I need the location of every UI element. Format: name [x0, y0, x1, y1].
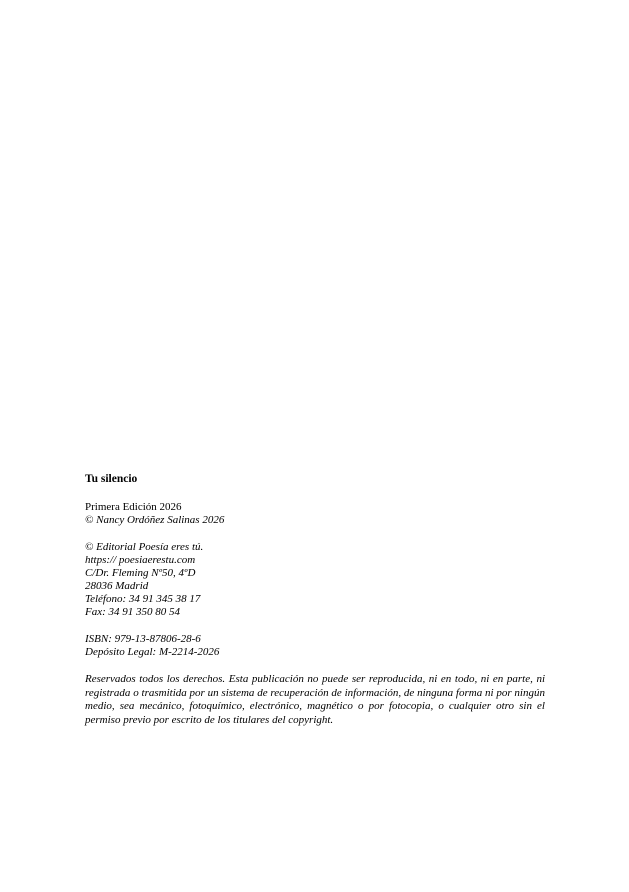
rights-notice: Reservados todos los derechos. Esta publicación no puede ser reproducida, ni en todo, ni en parte, ni registrada o trasmitida por un sistema de recuperación de información, de ninguna forma ni por ningún medio, sea mecánico, fotoquímico, electrónico, magnético o por fotocopia, o cualquier otro sin el permiso previo por escrito de los titulares del copyright.	[85, 673, 545, 726]
publisher-fax: Fax: 34 91 350 80 54	[85, 606, 181, 618]
publisher-website: https:// poesiaerestu.com	[85, 554, 196, 566]
book-title: Tu silencio	[85, 473, 138, 485]
first-edition-line: Primera Edición 2026	[85, 501, 182, 513]
edition-block	[85, 501, 545, 527]
legal-deposit-line: Depósito Legal: M-2214-2026	[85, 646, 220, 658]
isbn-line: ISBN: 979-13-87806-28-6	[85, 633, 201, 645]
copyright-block	[85, 473, 545, 727]
publisher-city: 28036 Madrid	[85, 580, 149, 592]
publisher-name: © Editorial Poesía eres tú.	[85, 541, 204, 553]
publisher-phone: Teléfono: 34 91 345 38 17	[85, 593, 201, 605]
author-copyright-line: © Nancy Ordóñez Salinas 2026	[85, 514, 225, 526]
identifiers-block	[85, 633, 545, 659]
publisher-block	[85, 541, 545, 619]
publisher-address: C/Dr. Fleming Nº50, 4ºD	[85, 567, 196, 579]
